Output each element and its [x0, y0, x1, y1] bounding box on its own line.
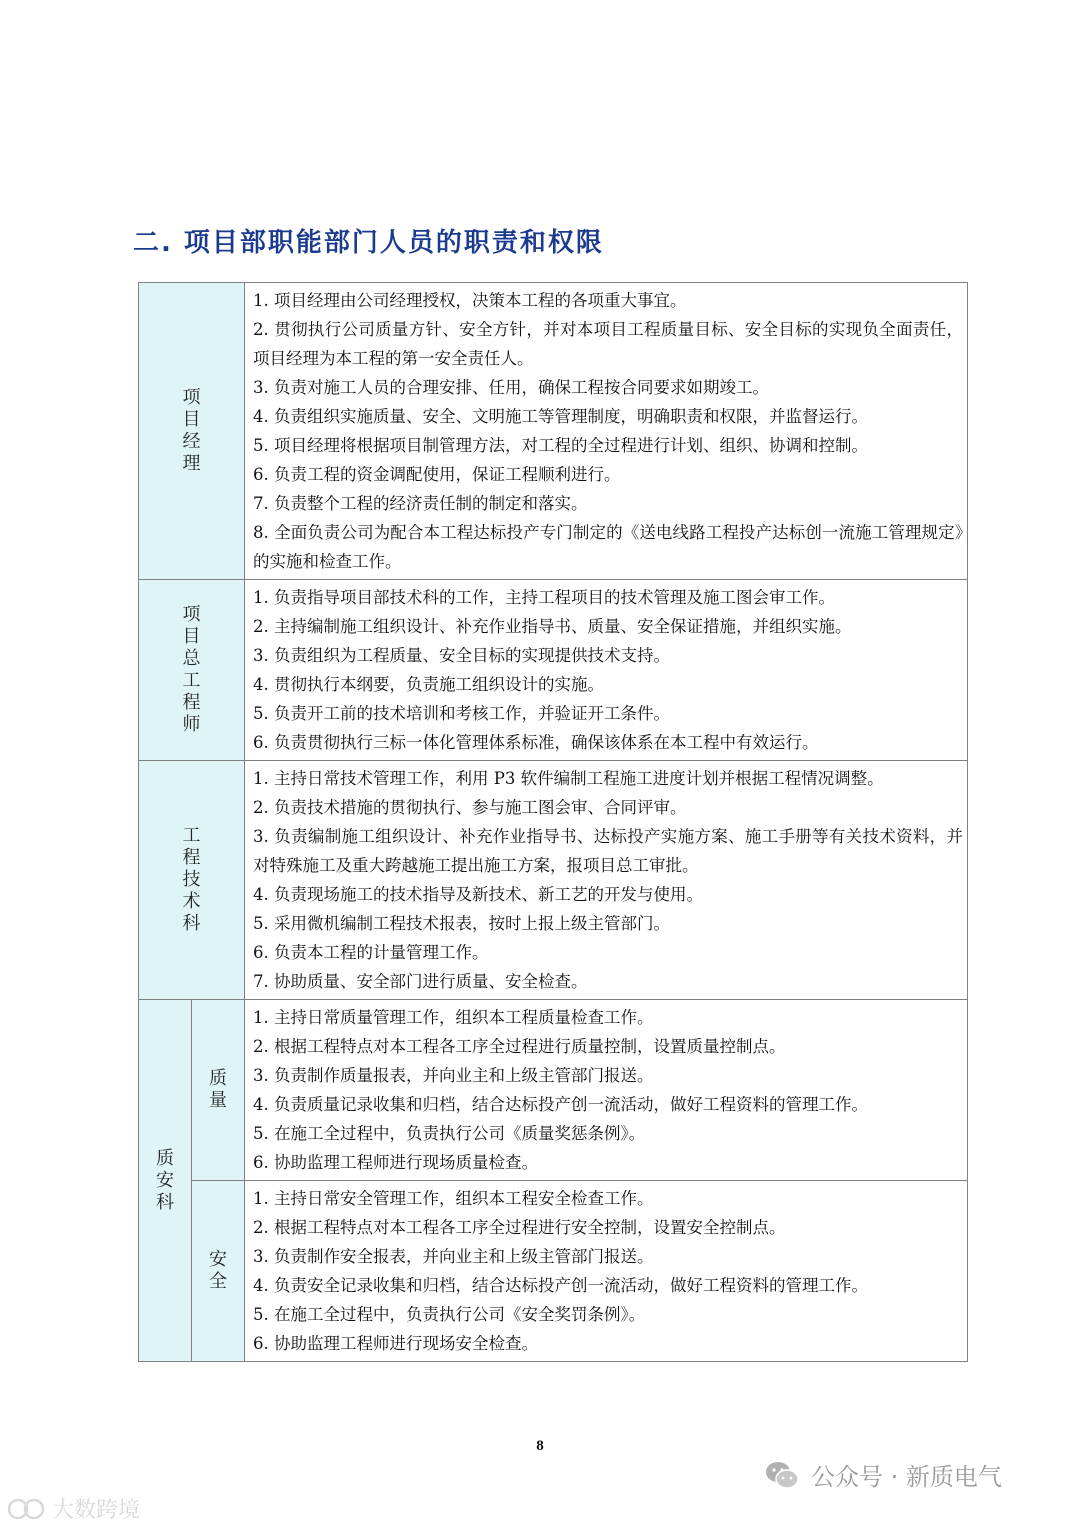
- list-item: 2. 根据工程特点对本工程各工序全过程进行质量控制，设置质量控制点。: [253, 1037, 786, 1056]
- list-item: 3. 负责组织为工程质量、安全目标的实现提供技术支持。: [253, 646, 670, 665]
- table-row: [139, 283, 968, 580]
- watermark-text: 公众号 · 新质电气: [811, 1463, 1002, 1491]
- list-item: 3. 负责对施工人员的合理安排、任用，确保工程按合同要求如期竣工。: [253, 378, 769, 397]
- list-item: 6. 负责工程的资金调配使用，保证工程顺利进行。: [253, 465, 621, 484]
- list-item: 5. 在施工全过程中，负责执行公司《质量奖惩条例》。: [253, 1124, 646, 1143]
- brand-logo-icon: [8, 1496, 46, 1522]
- duty-list: [245, 1181, 968, 1362]
- list-item: 7. 负责整个工程的经济责任制的制定和落实。: [253, 494, 588, 513]
- list-item: 6. 负责本工程的计量管理工作。: [253, 943, 489, 962]
- list-item: 5. 在施工全过程中，负责执行公司《安全奖罚条例》。: [253, 1305, 646, 1324]
- list-item: 4. 负责现场施工的技术指导及新技术、新工艺的开发与使用。: [253, 885, 703, 904]
- list-item: 5. 项目经理将根据项目制管理方法，对工程的全过程进行计划、组织、协调和控制。: [253, 436, 868, 455]
- list-item: 1. 主持日常质量管理工作，组织本工程质量检查工作。: [253, 1008, 654, 1027]
- list-item: 2. 贯彻执行公司质量方针、安全方针，并对本项目工程质量目标、安全目标的实现负全面责任，项目经理为本工程的第一安全责任人。: [253, 320, 963, 368]
- list-item: 2. 负责技术措施的贯彻执行、参与施工图会审、合同评审。: [253, 798, 687, 817]
- duty-list: [245, 761, 968, 1000]
- duty-table: [138, 282, 968, 1362]
- wechat-icon: [765, 1460, 799, 1490]
- page-number: 8: [536, 1438, 544, 1454]
- list-item: 6. 负责贯彻执行三标一体化管理体系标准，确保该体系在本工程中有效运行。: [253, 733, 819, 752]
- duty-list: [245, 580, 968, 761]
- duty-list: [245, 283, 968, 580]
- list-item: 3. 负责编制施工组织设计、补充作业指导书、达标投产实施方案、施工手册等有关技术资料，并对特殊施工及重大跨越施工提出施工方案，报项目总工审批。: [253, 827, 963, 875]
- list-item: 2. 主持编制施工组织设计、补充作业指导书、质量、安全保证措施，并组织实施。: [253, 617, 852, 636]
- role-cell: 工程技术科: [139, 761, 245, 1000]
- list-item: 4. 负责安全记录收集和归档，结合达标投产创一流活动，做好工程资料的管理工作。: [253, 1276, 868, 1295]
- list-item: 1. 项目经理由公司经理授权，决策本工程的各项重大事宜。: [253, 291, 687, 310]
- list-item: 3. 负责制作安全报表，并向业主和上级主管部门报送。: [253, 1247, 654, 1266]
- subrole-cell: 质量: [192, 1000, 245, 1181]
- section-heading: 二. 项目部职能部门人员的职责和权限: [133, 228, 604, 258]
- role-cell: 质安科: [139, 1000, 192, 1362]
- list-item: 5. 负责开工前的技术培训和考核工作，并验证开工条件。: [253, 704, 670, 723]
- duty-list: [245, 1000, 968, 1181]
- list-item: 4. 负责组织实施质量、安全、文明施工等管理制度，明确职责和权限，并监督运行。: [253, 407, 868, 426]
- list-item: 4. 负责质量记录收集和归档，结合达标投产创一流活动，做好工程资料的管理工作。: [253, 1095, 868, 1114]
- list-item: 3. 负责制作质量报表，并向业主和上级主管部门报送。: [253, 1066, 654, 1085]
- list-item: 1. 负责指导项目部技术科的工作，主持工程项目的技术管理及施工图会审工作。: [253, 588, 835, 607]
- list-item: 5. 采用微机编制工程技术报表，按时上报上级主管部门。: [253, 914, 670, 933]
- list-item: 1. 主持日常安全管理工作，组织本工程安全检查工作。: [253, 1189, 654, 1208]
- table-row: [139, 1000, 968, 1181]
- list-item: 2. 根据工程特点对本工程各工序全过程进行安全控制，设置安全控制点。: [253, 1218, 786, 1237]
- subrole-cell: 安全: [192, 1181, 245, 1362]
- list-item: 7. 协助质量、安全部门进行质量、安全检查。: [253, 972, 588, 991]
- table-row: [139, 761, 968, 1000]
- list-item: 6. 协助监理工程师进行现场安全检查。: [253, 1334, 538, 1353]
- brand-watermark: [8, 1493, 140, 1524]
- list-item: 6. 协助监理工程师进行现场质量检查。: [253, 1153, 538, 1172]
- role-cell: 项目总工程师: [139, 580, 245, 761]
- table-row: [139, 1181, 968, 1362]
- list-item: 1. 主持日常技术管理工作，利用 P3 软件编制工程施工进度计划并根据工程情况调整。: [253, 769, 884, 788]
- role-cell: 项目经理: [139, 283, 245, 580]
- watermark-text: 大数跨境: [52, 1498, 141, 1523]
- wechat-watermark: [765, 1457, 1002, 1492]
- table-row: [139, 580, 968, 761]
- list-item: 8. 全面负责公司为配合本工程达标投产专门制定的《送电线路工程投产达标创一流施工管理规定》的实施和检查工作。: [253, 523, 963, 571]
- list-item: 4. 贯彻执行本纲要，负责施工组织设计的实施。: [253, 675, 604, 694]
